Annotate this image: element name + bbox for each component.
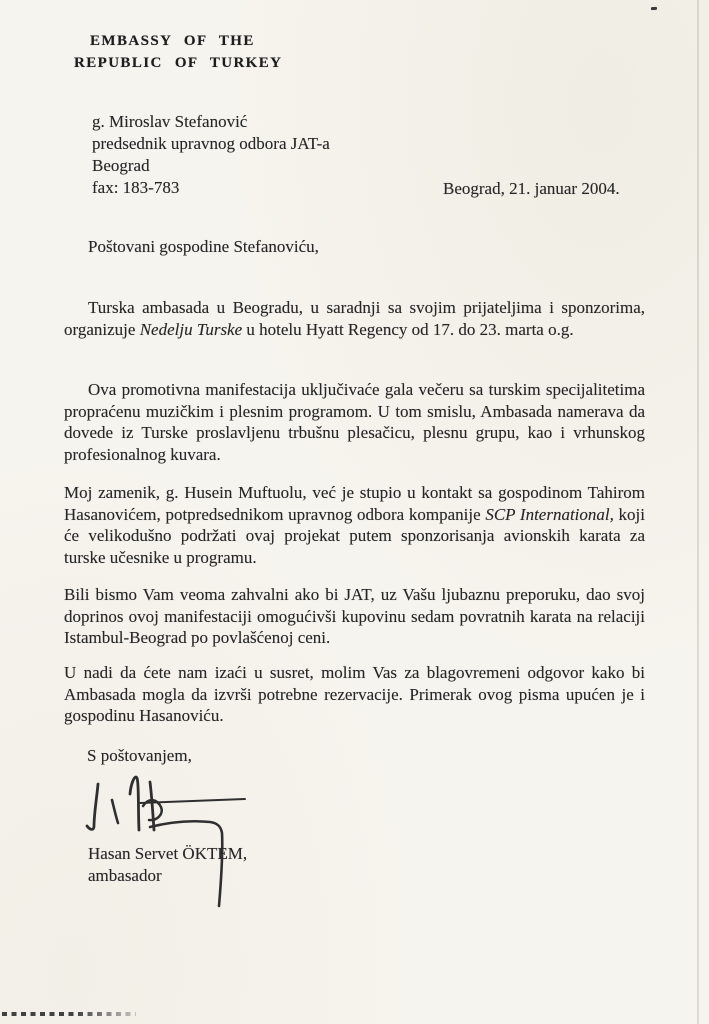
closing-phrase: S poštovanjem, (87, 746, 192, 765)
recipient-name: g. Miroslav Stefanović (92, 112, 248, 131)
paragraph-1-italic: Nedelju Turske (139, 319, 243, 339)
recipient-title: predsednik upravnog odbora JAT-a (92, 134, 330, 153)
paragraph-3-text: Moj zamenik, g. Husein Muftuolu, već je stupio u kontakt sa gospodinom Tahirom Hasanovićem, potpredsednikom upravnog odbora kompanije (64, 483, 645, 524)
recipient-block (92, 111, 330, 199)
recipient-city: Beograd (92, 156, 150, 175)
signer-name: Hasan Servet ÖKTEM, (88, 844, 248, 863)
letterhead-line2: REPUBLIC OF TURKEY (74, 55, 283, 71)
paragraph-2: Ova promotivna manifestacija uključivaće gala večeru sa turskim specijalitetima propraćenu muzičkim i plesnim programom. U tom smislu, Ambasada namerava da dovede iz Turske proslavljenu trbušnu plesačicu, plesnu grupu, kao i vrhunskog profesionalnog kuvara. (64, 380, 645, 464)
paragraph-1 (64, 297, 645, 340)
paragraph-3-text-end: koji će velikodušno podržati ovaj projekat putem sponzorisanja avionskih karata za turske učesnike u programu. (64, 504, 646, 567)
scan-edge-artifact (697, 0, 699, 1024)
paragraph-1-text-end: u hotelu Hyatt Regency od 17. do 23. marta o.g. (242, 319, 574, 339)
signer-block (88, 843, 247, 887)
paragraph-5: U nadi da ćete nam izaći u susret, molim Vas za blagovremeni odgovor kako bi Ambasada mogla da izvrši potrebne rezervacije. Primerak ovog pisma upućen je i gospodinu Hasanoviću. (64, 663, 645, 725)
paragraph-1-text: Turska ambasada u Beogradu, u saradnji sa svojim prijateljima i sponzorima, organizuje (64, 298, 645, 339)
signer-title: ambasador (88, 866, 162, 885)
letterhead-line1: EMBASSY OF THE (90, 33, 255, 49)
letterhead (0, 30, 282, 74)
paragraph-4: Bili bismo Vam veoma zahvalni ako bi JAT, uz Vašu ljubaznu preporuku, dao svoj doprinos ovoj manifestaciji omogućivši kupovinu sedam povratnih karata na relaciji Istambul-Beograd po povlašćenoj ceni. (64, 585, 645, 647)
paragraph-3 (64, 482, 645, 568)
salutation: Poštovani gospodine Stefanoviću, (88, 237, 319, 256)
scan-speck (651, 7, 657, 10)
recipient-fax: fax: 183-783 (92, 178, 180, 197)
handwritten-signature (85, 770, 260, 910)
dateline: Beograd, 21. januar 2004. (443, 179, 620, 198)
paragraph-3-italic: SCP International, (485, 504, 614, 524)
bottom-dashed-line (2, 1012, 136, 1016)
